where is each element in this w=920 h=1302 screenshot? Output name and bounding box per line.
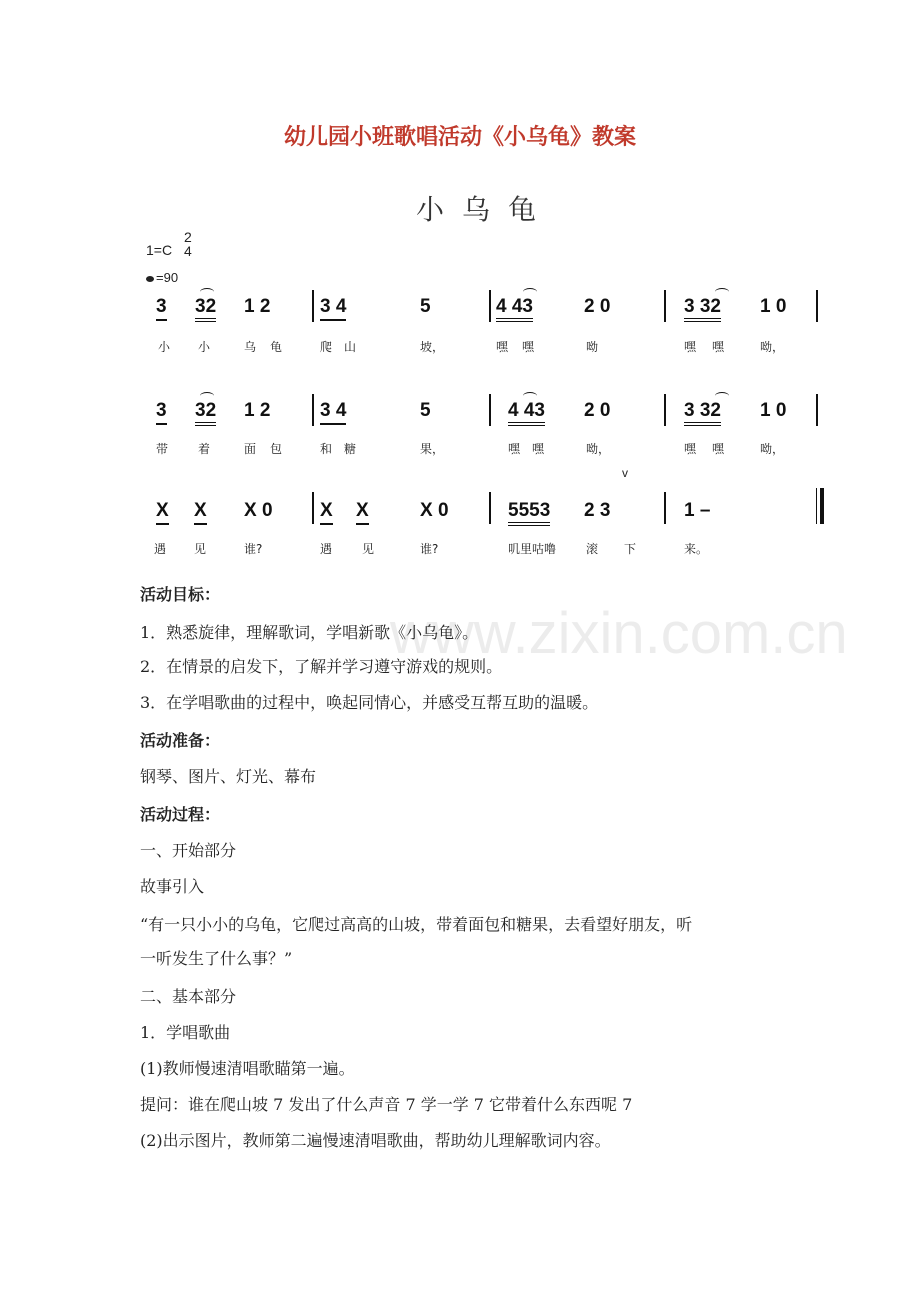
paragraph: 2．在情景的启发下，了解并学习遵守游戏的规则。	[140, 657, 503, 676]
slur-mark	[523, 392, 537, 400]
score-note: 1 2	[244, 296, 271, 317]
slur-mark	[715, 288, 729, 296]
breath-mark: v	[622, 466, 628, 480]
key-signature: 1=C	[146, 242, 173, 258]
quarter-note-icon	[146, 276, 154, 282]
lyric: 见	[362, 542, 375, 556]
score-note: X	[156, 500, 169, 525]
lyric: 嘿	[522, 340, 535, 354]
music-score	[140, 180, 830, 565]
score-note: 5	[420, 400, 431, 421]
lyric: 乌	[244, 340, 257, 354]
lyric: 面	[244, 442, 257, 456]
lyric: 叽里咕噜	[508, 542, 557, 556]
watermark-text: www.zixin.com.cn	[390, 601, 848, 666]
lyric: 糖	[344, 442, 357, 456]
score-note: 2 3	[584, 500, 611, 521]
paragraph: 提问：谁在爬山坡 7 发出了什么声音 7 学一学 7 它带着什么东西呢 7	[140, 1095, 633, 1114]
bar-line	[816, 394, 818, 426]
score-note: 32	[195, 296, 216, 322]
bar-line	[489, 394, 491, 426]
lyric: 呦，	[586, 442, 611, 456]
bar-line	[312, 394, 314, 426]
score-title: 小乌龟	[415, 193, 554, 226]
lyric: 来。	[684, 542, 709, 556]
lyric: 嘿	[532, 442, 545, 456]
paragraph: “有一只小小的乌龟，它爬过高高的山坡，带着面包和糖果，去看望好朋友，听	[140, 915, 693, 934]
lyric: 呦	[586, 340, 599, 354]
lyric: 滚	[586, 542, 599, 556]
lyric: 嘿	[496, 340, 509, 354]
paragraph: (1)教师慢速清唱歌瞄第一遍。	[140, 1059, 355, 1078]
paragraph: 一听发生了什么事？”	[140, 949, 293, 968]
lyric: 嘿	[508, 442, 521, 456]
lyric: 包	[270, 442, 283, 456]
final-bar-thick	[820, 488, 824, 524]
score-note: 3 32	[684, 400, 721, 426]
lyric: 山	[344, 340, 357, 354]
paragraph: 一、开始部分	[140, 841, 237, 860]
time-signature	[184, 230, 192, 258]
score-note: X 0	[420, 500, 449, 521]
time-bottom: 4	[184, 243, 192, 259]
lyric: 呦，	[760, 442, 785, 456]
score-note: 3	[156, 296, 167, 321]
score-note: 3 32	[684, 296, 721, 322]
lyric: 着	[198, 442, 211, 456]
score-note: 4 43	[496, 296, 533, 322]
lyric: 龟	[270, 340, 283, 354]
bar-line	[816, 290, 818, 322]
bar-line	[664, 492, 666, 524]
slur-mark	[715, 392, 729, 400]
score-note: 3 4	[320, 296, 346, 321]
bar-line	[489, 492, 491, 524]
lyric: 谁?	[420, 542, 439, 556]
score-note: 1 2	[244, 400, 271, 421]
final-bar-thin	[816, 488, 817, 524]
paragraph: 1．学唱歌曲	[140, 1023, 231, 1042]
score-note: X 0	[244, 500, 273, 521]
lyric: 见	[194, 542, 207, 556]
score-note: 1 0	[760, 296, 787, 317]
slur-mark	[200, 392, 214, 400]
lyric: 带	[156, 442, 169, 456]
bar-line	[664, 394, 666, 426]
lyric: 呦，	[760, 340, 785, 354]
bar-line	[312, 290, 314, 322]
paragraph: (2)出示图片，教师第二遍慢速清唱歌曲，帮助幼儿理解歌词内容。	[140, 1131, 611, 1150]
score-note: X	[194, 500, 207, 525]
time-top: 2	[184, 229, 192, 245]
bar-line	[489, 290, 491, 322]
score-note: 5	[420, 296, 431, 317]
section-heading: 活动目标：	[140, 585, 221, 604]
score-note: 1 0	[760, 400, 787, 421]
lyric: 和	[320, 442, 333, 456]
score-note: X	[356, 500, 369, 525]
paragraph: 1．熟悉旋律，理解歌词，学唱新歌《小乌龟》。	[140, 623, 479, 642]
lyric: 嘿	[712, 442, 725, 456]
lyric: 下	[624, 542, 637, 556]
score-note: 2 0	[584, 296, 611, 317]
paragraph: 钢琴、图片、灯光、幕布	[140, 767, 317, 786]
bar-line	[664, 290, 666, 322]
lyric: 遇	[320, 542, 333, 556]
score-note: 1 –	[684, 500, 711, 521]
section-heading: 活动准备：	[140, 731, 221, 750]
lyric: 小	[158, 340, 171, 354]
tempo-marking	[146, 270, 178, 285]
lyric: 嘿	[712, 340, 725, 354]
lyric: 爬	[320, 340, 333, 354]
lyric: 坡，	[420, 340, 445, 354]
lyric: 嘿	[684, 340, 697, 354]
lyric: 遇	[154, 542, 167, 556]
score-note: 4 43	[508, 400, 545, 426]
score-note: X	[320, 500, 333, 525]
paragraph: 故事引入	[140, 877, 205, 896]
paragraph: 二、基本部分	[140, 987, 237, 1006]
slur-mark	[523, 288, 537, 296]
score-note: 3	[156, 400, 167, 425]
section-heading: 活动过程：	[140, 805, 221, 824]
bar-line	[312, 492, 314, 524]
lyric: 嘿	[684, 442, 697, 456]
score-note: 2 0	[584, 400, 611, 421]
slur-mark	[200, 288, 214, 296]
lyric: 果，	[420, 442, 445, 456]
score-note: 3 4	[320, 400, 346, 425]
document-title: 幼儿园小班歌唱活动《小乌龟》教案	[283, 125, 636, 150]
lyric: 谁?	[244, 542, 263, 556]
paragraph: 3．在学唱歌曲的过程中，唤起同情心，并感受互帮互助的温暖。	[140, 693, 599, 712]
score-note: 32	[195, 400, 216, 426]
lyric: 小	[198, 340, 211, 354]
tempo-value: =90	[156, 270, 179, 285]
score-note: 5553	[508, 500, 550, 526]
